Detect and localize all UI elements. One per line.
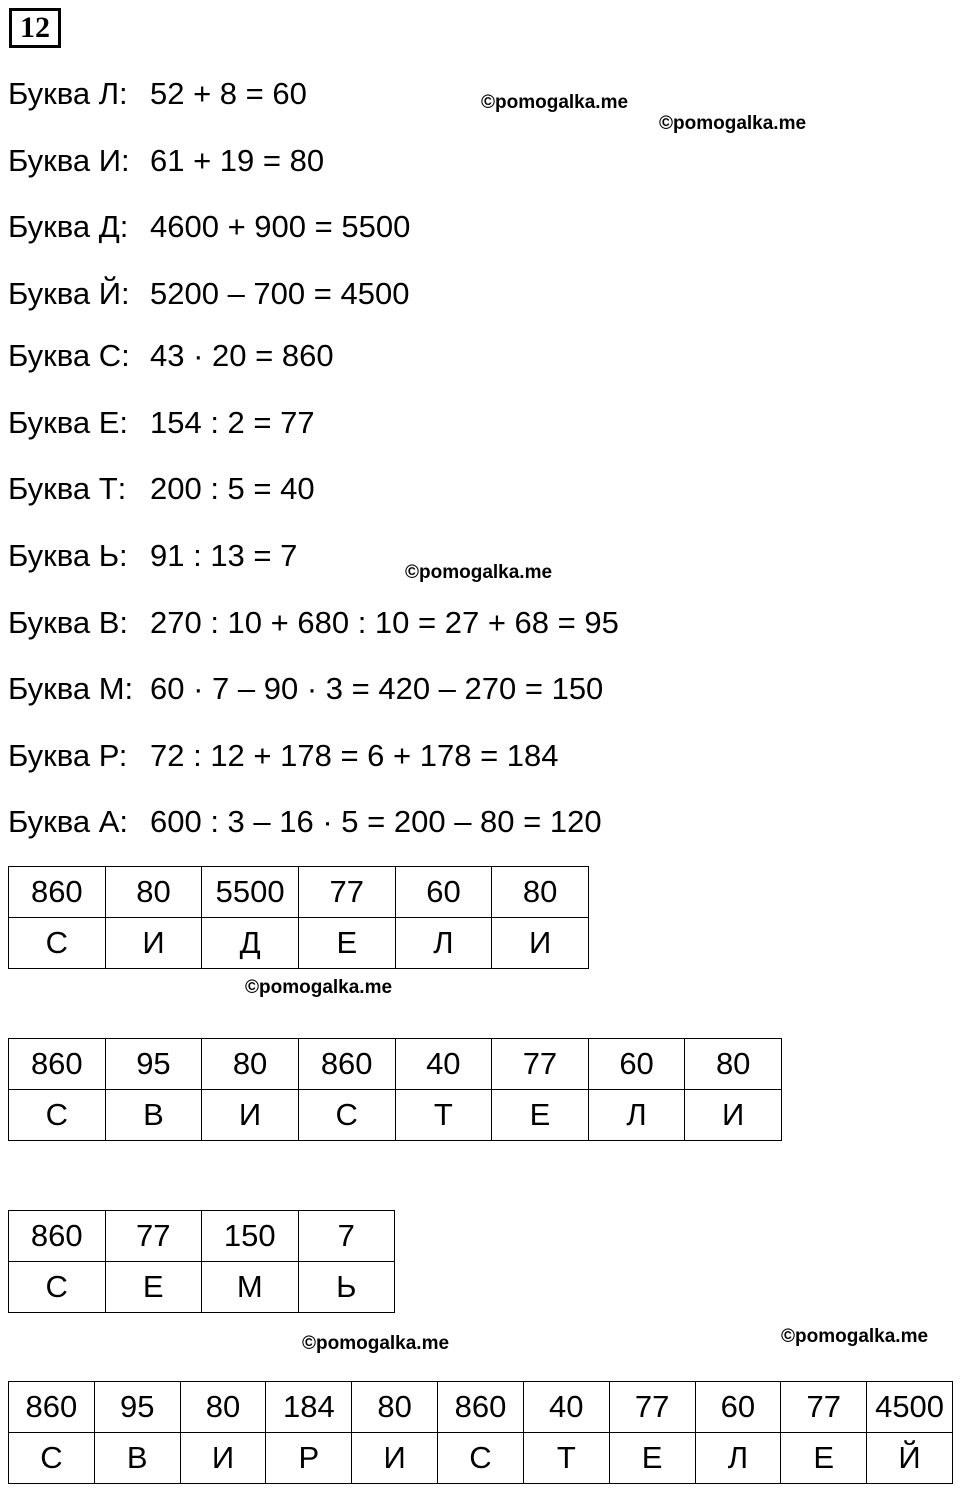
watermark: ©pomogalka.me [405,562,553,583]
equation-label: Буква Д: [8,209,129,244]
number-cell: 60 [695,1382,781,1433]
equation-label: Буква Ь: [8,538,128,573]
code-table [8,1210,395,1313]
letter-cell: И [492,918,589,969]
letter-cell: С [438,1433,524,1484]
equation-expression: 270 : 10 + 680 : 10 = 27 + 68 = 95 [150,605,619,640]
equation-expression: 5200 – 700 = 4500 [150,276,410,311]
numbers-row [9,1382,953,1433]
watermark: ©pomogalka.me [659,113,807,134]
watermark: ©pomogalka.me [302,1333,450,1354]
letters-row [9,918,589,969]
numbers-row [9,1039,782,1090]
number-cell: 40 [395,1039,492,1090]
number-cell: 860 [9,867,106,918]
watermark: ©pomogalka.me [481,92,629,113]
number-cell: 80 [202,1039,299,1090]
letter-cell: И [105,918,202,969]
number-cell: 40 [523,1382,609,1433]
letters-row [9,1433,953,1484]
letter-cell: И [180,1433,266,1484]
number-cell: 860 [438,1382,524,1433]
equation-expression: 61 + 19 = 80 [150,143,325,178]
equation-label: Буква Е: [8,405,128,440]
letter-cell: С [9,1433,95,1484]
letter-cell: С [9,1262,106,1313]
letter-cell: В [94,1433,180,1484]
equation-expression: 52 + 8 = 60 [150,76,307,111]
letter-cell: Е [105,1262,202,1313]
number-cell: 77 [492,1039,589,1090]
equation-expression: 60 · 7 – 90 · 3 = 420 – 270 = 150 [150,671,604,706]
letter-cell: С [298,1090,395,1141]
letter-cell: И [202,1090,299,1141]
letter-cell: М [202,1262,299,1313]
equation-label: Буква С: [8,338,130,373]
equation-label: Буква В: [8,605,128,640]
letter-cell: С [9,1090,106,1141]
number-cell: 77 [609,1382,695,1433]
number-cell: 860 [9,1382,95,1433]
number-cell: 150 [202,1211,299,1262]
letter-cell: Е [298,918,395,969]
letter-cell: И [685,1090,782,1141]
number-cell: 5500 [202,867,299,918]
number-cell: 860 [9,1039,106,1090]
number-cell: 77 [781,1382,867,1433]
equation-label: Буква Т: [8,471,127,506]
equation-expression: 91 : 13 = 7 [150,538,298,573]
equation-expression: 154 : 2 = 77 [150,405,315,440]
equation-label: Буква А: [8,804,128,839]
equation-label: Буква Л: [8,76,128,111]
equation-label: Буква Й: [8,276,130,311]
equation-expression: 200 : 5 = 40 [150,471,315,506]
number-cell: 7 [298,1211,395,1262]
number-cell: 860 [298,1039,395,1090]
letter-cell: Е [609,1433,695,1484]
letter-cell: В [105,1090,202,1141]
equation-label: Буква М: [8,671,134,706]
equation-expression: 4600 + 900 = 5500 [150,209,411,244]
number-cell: 860 [9,1211,106,1262]
number-cell: 80 [685,1039,782,1090]
letter-cell: Е [781,1433,867,1484]
equation-label: Буква И: [8,143,130,178]
code-table [8,1381,953,1484]
letter-cell: Р [266,1433,352,1484]
code-table [8,1038,782,1141]
letter-cell: И [352,1433,438,1484]
letters-row [9,1090,782,1141]
number-cell: 184 [266,1382,352,1433]
number-cell: 80 [105,867,202,918]
letter-cell: Л [695,1433,781,1484]
letter-cell: Л [395,918,492,969]
letter-cell: Й [867,1433,953,1484]
equation-expression: 600 : 3 – 16 · 5 = 200 – 80 = 120 [150,804,602,839]
equation-expression: 72 : 12 + 178 = 6 + 178 = 184 [150,738,559,773]
number-cell: 77 [105,1211,202,1262]
number-cell: 4500 [867,1382,953,1433]
equation-label: Буква Р: [8,738,128,773]
letter-cell: Л [588,1090,685,1141]
number-cell: 60 [588,1039,685,1090]
equation-expression: 43 · 20 = 860 [150,338,334,373]
letter-cell: Д [202,918,299,969]
task-number: 12 [9,8,61,48]
number-cell: 95 [94,1382,180,1433]
letter-cell: Ь [298,1262,395,1313]
watermark: ©pomogalka.me [245,977,393,998]
number-cell: 80 [492,867,589,918]
number-cell: 95 [105,1039,202,1090]
number-cell: 60 [395,867,492,918]
watermark: ©pomogalka.me [781,1326,929,1347]
letter-cell: Т [395,1090,492,1141]
numbers-row [9,1211,395,1262]
numbers-row [9,867,589,918]
number-cell: 77 [298,867,395,918]
letter-cell: Т [523,1433,609,1484]
letter-cell: С [9,918,106,969]
number-cell: 80 [352,1382,438,1433]
number-cell: 80 [180,1382,266,1433]
letter-cell: Е [492,1090,589,1141]
code-table [8,866,589,969]
letters-row [9,1262,395,1313]
